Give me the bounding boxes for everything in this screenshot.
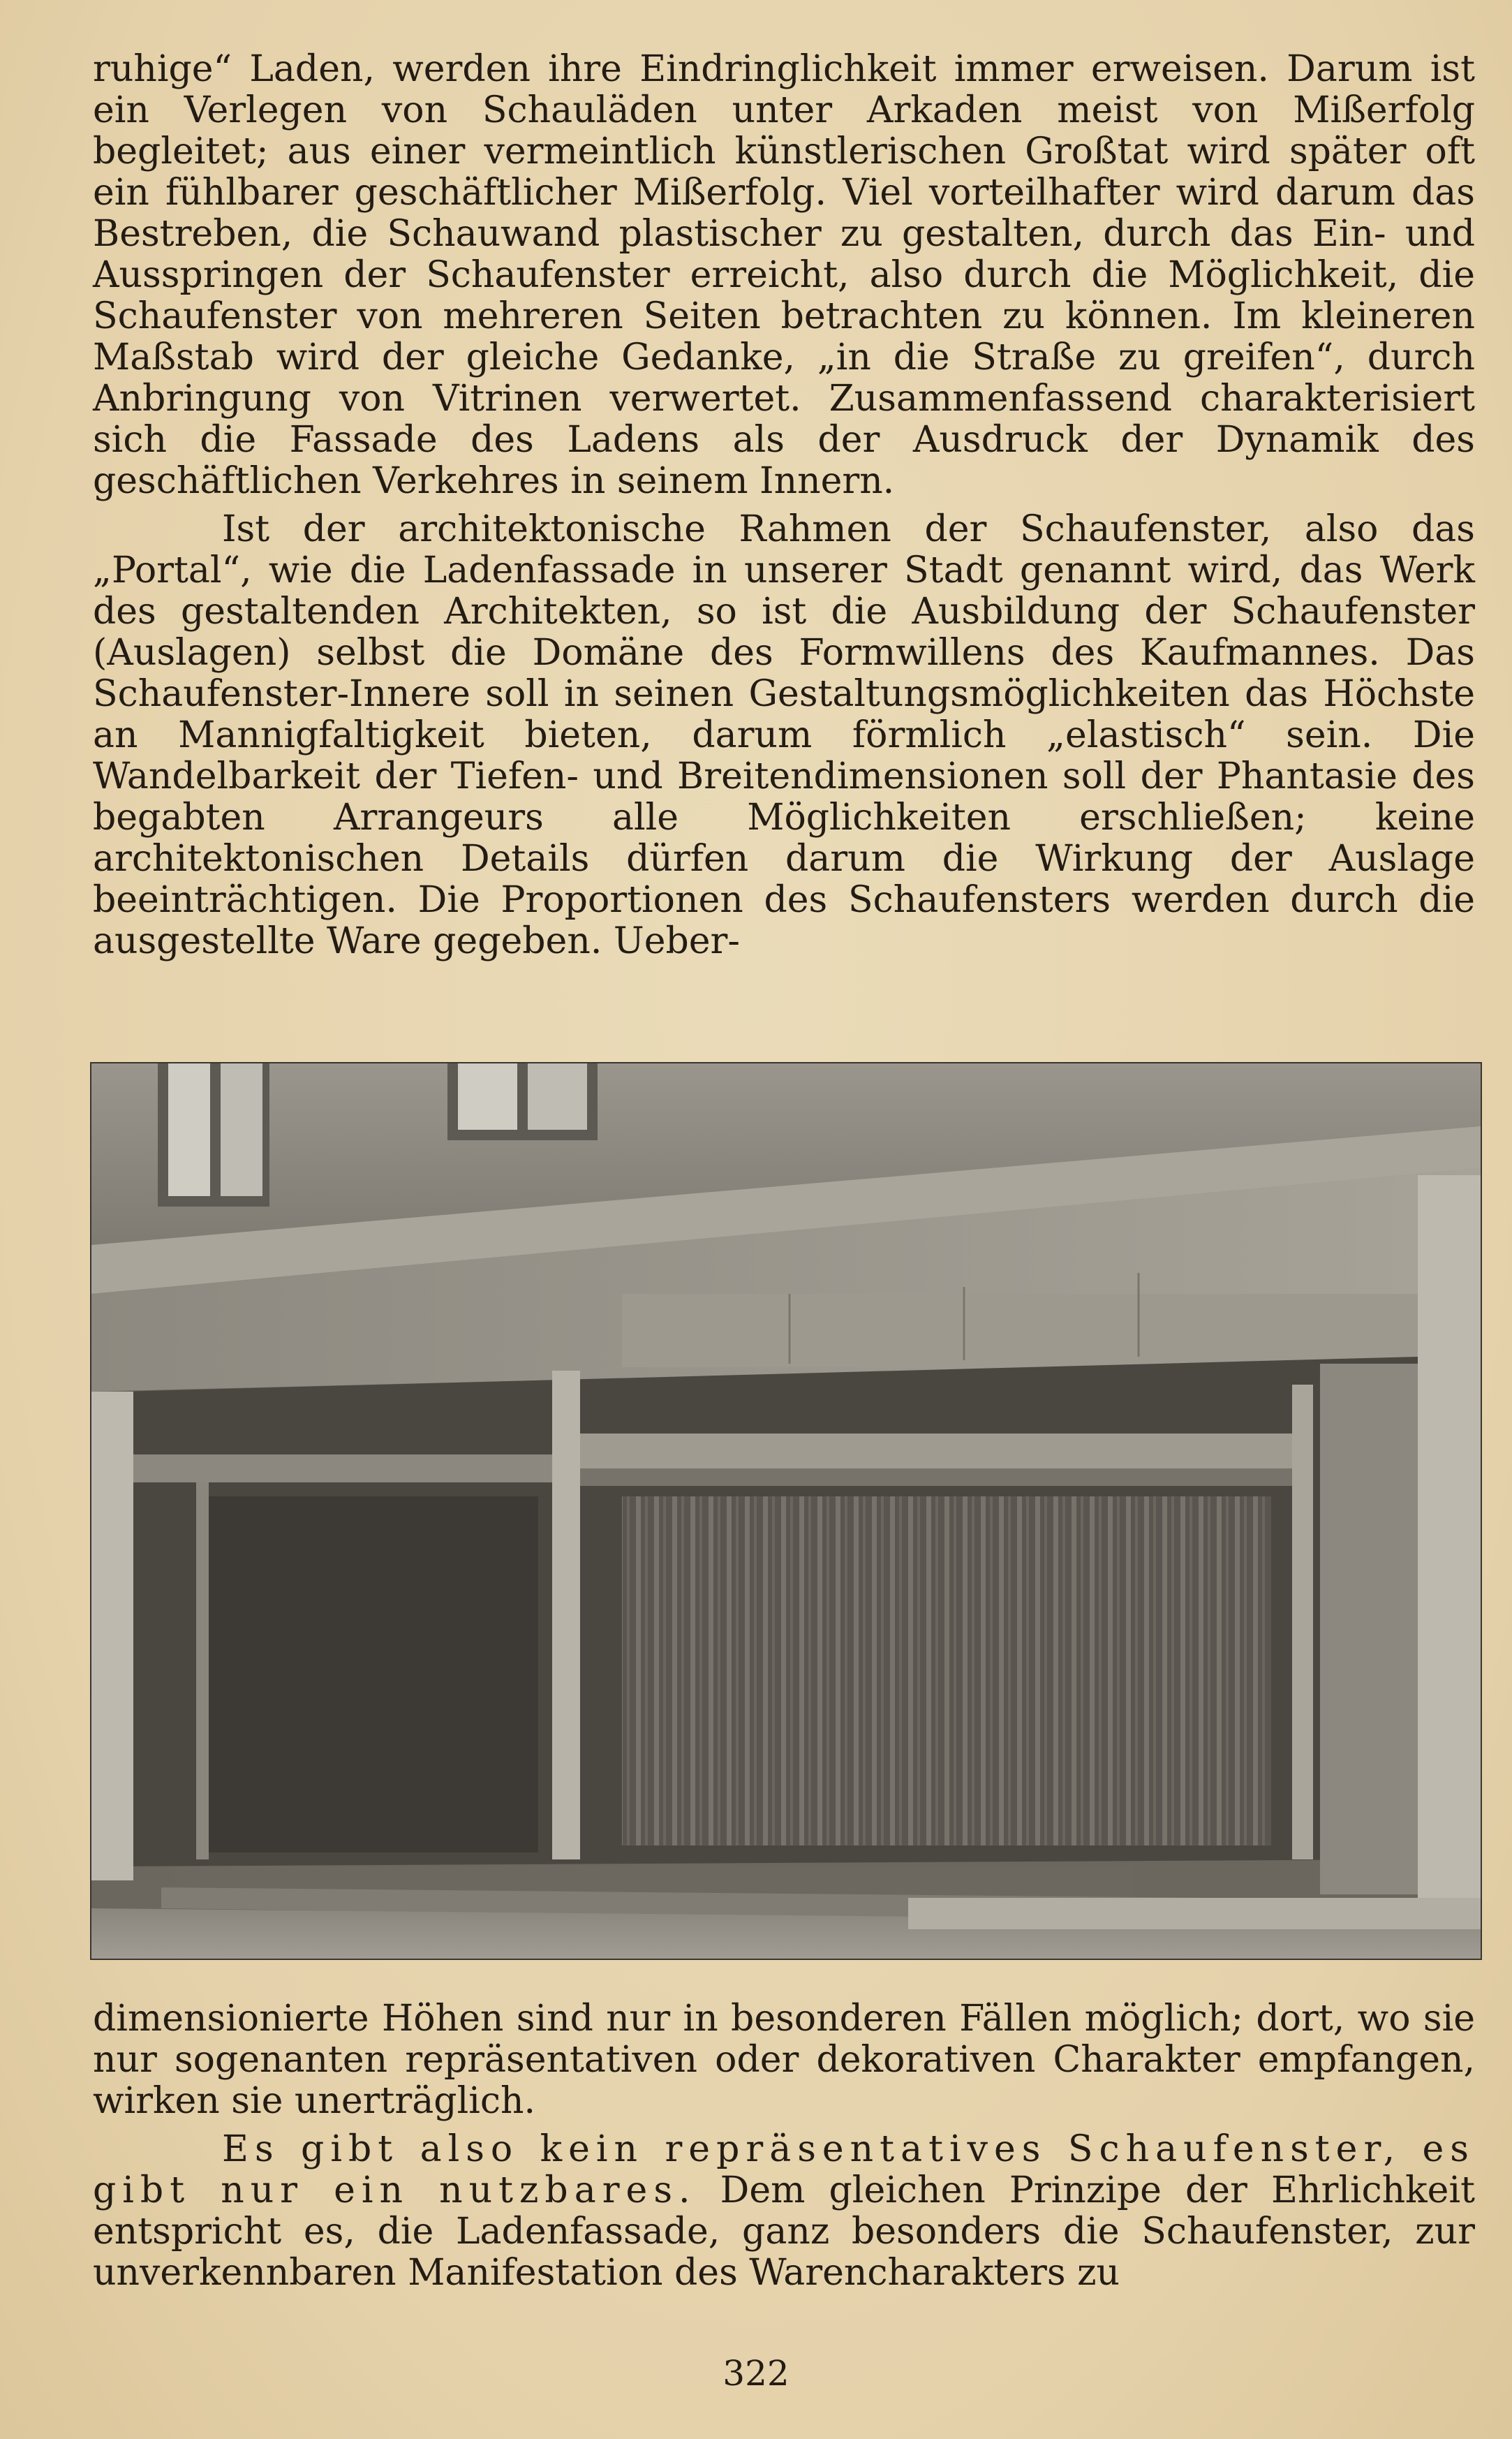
paragraph-3: dimensionierte Höhen sind nur in besonderen Fällen möglich; dort, wo sie nur sogenanten repräsentativen oder dekorativen Charakter empfangen, wirken sie unerträglich. xyxy=(93,1998,1475,2122)
shopfront-photo-illustration xyxy=(91,1063,1481,1959)
paragraph-1: ruhige“ Laden, werden ihre Eindringlichkeit immer erweisen. Darum ist ein Verlegen von Schauläden unter Arkaden meist von Mißerfolg begleitet; aus einer vermeintlich künstlerischen Großtat wird später oft ein fühlbarer geschäftlicher Mißerfolg. Viel vorteilhafter wird darum das Bestreben, die Schauwand plastischer zu gestalten, durch das Ein- und Ausspringen der Schaufenster erreicht, also durch die Möglichkeit, die Schaufenster von mehreren Seiten betrachten zu können. Im kleineren Maßstab wird der gleiche Gedanke, „in die Straße zu greifen“, durch Anbringung von Vitrinen verwertet. Zusammenfassend charakterisiert sich die Fassade des Ladens als der Ausdruck der Dynamik des geschäftlichen Verkehres in seinem Innern. xyxy=(93,48,1475,502)
paragraph-4-rest: Dem gleichen Prinzipe der Ehrlichkeit entspricht es, die Ladenfassade, ganz besonders die Schaufenster, zur unverkennbaren Manifestation des Warencharakters zu xyxy=(93,2169,1475,2294)
page-number: 322 xyxy=(722,2353,790,2394)
paragraph-2: Ist der architektonische Rahmen der Schaufenster, also das „Portal“, wie die Ladenfassade in unserer Stadt genannt wird, das Werk des gestaltenden Architekten, so ist die Ausbildung der Schaufenster (Auslagen) selbst die Domäne des Formwillens des Kaufmannes. Das Schaufenster-Innere soll in seinen Gestaltungsmöglichkeiten das Höchste an Mannigfaltigkeit bieten, darum förmlich „elastisch“ sein. Die Wandelbarkeit der Tiefen- und Breitendimensionen soll der Phantasie des begabten Arrangeurs alle Möglichkeiten erschließen; keine architektonischen Details dürfen darum die Wirkung der Auslage beeinträchtigen. Die Proportionen des Schaufensters werden durch die ausgestellte Ware gegeben. Ueber- xyxy=(93,508,1475,962)
paragraph-4 xyxy=(93,2129,1475,2294)
shopfront-photograph xyxy=(90,1062,1482,1960)
text-block-top xyxy=(93,49,1475,962)
spaced-emphasis: Es gibt also kein repräsentatives Schaufenster, es gibt nur ein nutzbares. xyxy=(93,2128,1475,2211)
text-block-bottom xyxy=(93,1998,1475,2294)
